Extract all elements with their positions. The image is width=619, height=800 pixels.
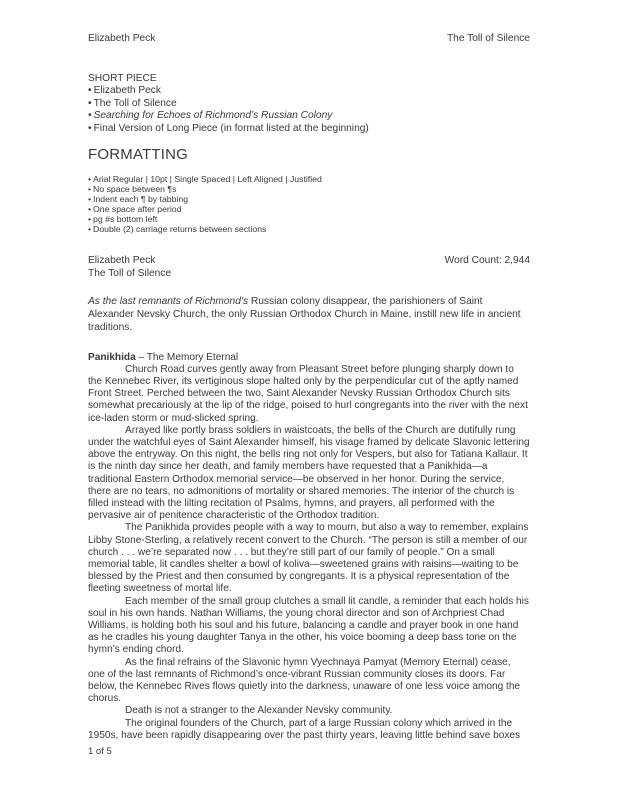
list-item: The original founders of the Church, part of a large Russian colony which arrived in the 1950s, have been rapidly disappearing over the past thirty years, leaving little behind save boxes <box>88 717 521 741</box>
list-item: Each member of the small group clutches a small lit candle, a reminder that each holds his soul in his own hands. Nathan Williams, the young choral director and son of Archpriest Chad Williams, is holding both his soul and his future, balancing a candle and prayer book in one hand as he cradles his young daughter Tanya in the other, his voice booming a deep bass tone on the hymn’s ending chord. <box>88 595 529 656</box>
section-heading-term: Panikhida <box>88 351 136 363</box>
logline-regular-part: Russian colony disappear, the parishioners of Saint Alexander Nevsky Church, the only Russian Orthodox Church in Maine, instill new life in ancient traditions. <box>88 296 521 333</box>
bullet-icon: • <box>88 174 92 185</box>
list-item: As the final refrains of the Slavonic hymn Vyechnaya Pamyat (Memory Eternal) cease, one of the last remnants of Richmond’s once-vibrant Russian community closes its doors. Far below, the Kennebec Rives flows quietly into the darkness, unaware of one less voice among the chorus. <box>88 656 521 705</box>
byline-block <box>88 254 530 280</box>
list-item: • Indent each ¶ by tabbing <box>88 193 189 204</box>
list-item: Arrayed like portly brass soldiers in waistcoats, the bells of the Church are dutifully rung under the watchful eyes of Saint Alexander himself, his visage framed by delicate Slavonic lettering above the entryway. On this night, the bells ring not only for Vespers, but also for Tatiana Kallaur. It is the ninth day since her death, and family members have requested that a Panikhida—a traditional Eastern Orthodox memorial service—be observed in her honor. During the service, there are no tears, no admonitions of mortality or shared memories. The interior of the church is filled instead with the lilting recitation of Psalms, hymns, and prayers, all performed with the pervasive air of penitence characteristic of the Orthodox tradition. <box>88 424 530 522</box>
paragraph-container <box>88 364 530 742</box>
bullet-icon: • <box>88 223 92 234</box>
bullet-icon: • <box>88 213 92 224</box>
list-item: • One space after period <box>88 203 182 214</box>
bullet-icon: • <box>88 85 92 97</box>
section-heading-rest: – The Memory Eternal <box>135 351 239 363</box>
word-count: Word Count: 2,944 <box>444 255 530 267</box>
list-item: • Searching for Echoes of Richmond’s Russian Colony <box>88 110 333 122</box>
header-author: Elizabeth Peck <box>88 33 156 44</box>
list-item: • pg #s bottom left <box>88 213 158 224</box>
formatting-title: FORMATTING <box>88 146 189 164</box>
logline-italic-part: As the last remnants of Richmond’s <box>88 296 249 308</box>
list-item: The Panikhida provides people with a way to mourn, but also a way to remember, explains Libby Stone-Sterling, a relatively recent convert to the Church. “The person is still a member of our church . . . we’re separated now . . . but they’re still part of our family of people.” On a small memorial table, lit candles shelter a bowl of koliva—sweetened grains with raisins—waiting to be blessed by the Priest and then consumed by congregants. It is a physical representation of the fleeting sweetness of mortal life. <box>88 522 529 595</box>
list-item: • Arial Regular | 10pt | Single Spaced | Left Aligned | Justified <box>88 174 322 185</box>
short-piece-list <box>88 85 530 135</box>
bullet-icon: • <box>88 193 92 204</box>
list-item: Church Road curves gently away from Pleasant Street before plunging sharply down to the Kennebec River, its vertiginous slope halted only by the perpendicular cut of the aptly named Front Street. Perched between the two, Saint Alexander Nevsky Russian Orthodox Church sits somewhat precariously at the lip of the ridge, poised to hurl congregants into the river with the next ice-laden storm or mud-slicked spring. <box>88 363 528 424</box>
logline <box>88 296 530 334</box>
formatting-list <box>88 175 530 234</box>
byline-author: Elizabeth Peck <box>88 255 156 267</box>
bullet-icon: • <box>88 183 92 194</box>
page-number: 1 of 5 <box>88 746 112 757</box>
page-header <box>88 32 530 45</box>
list-item: • No space between ¶s <box>88 183 177 194</box>
byline-title: The Toll of Silence <box>88 268 172 280</box>
section-heading <box>88 352 530 364</box>
article-body <box>88 352 530 743</box>
list-item: • Double (2) carriage returns between sections <box>88 223 267 234</box>
bullet-icon: • <box>88 203 92 214</box>
list-item: • Final Version of Long Piece (in format listed at the beginning) <box>88 122 369 134</box>
list-item: • Elizabeth Peck <box>88 85 161 97</box>
short-piece-title: SHORT PIECE <box>88 73 157 84</box>
list-item: Death is not a stranger to the Alexander Nevsky community. <box>125 705 393 717</box>
bullet-icon: • <box>88 110 92 122</box>
list-item: • The Toll of Silence <box>88 97 177 109</box>
bullet-icon: • <box>88 122 92 134</box>
byline-left <box>88 254 171 280</box>
header-title: The Toll of Silence <box>446 33 530 44</box>
bullet-icon: • <box>88 97 92 109</box>
